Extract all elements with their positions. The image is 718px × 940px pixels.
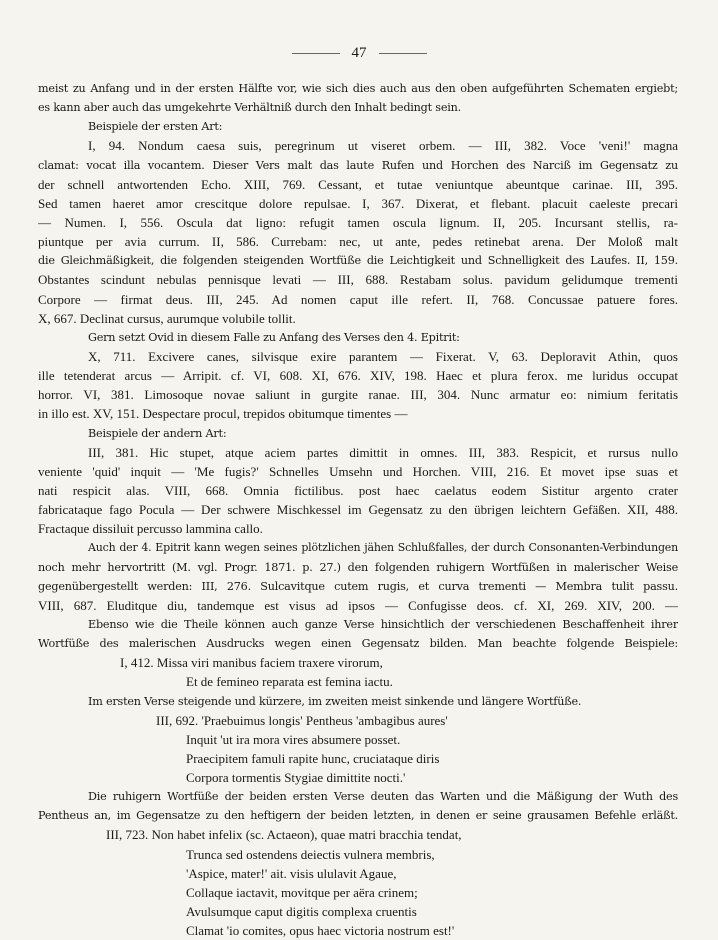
text-line: Im ersten Verse steigende und kürzere, im zweiten meist sinkende und längere Wortfüße. (88, 694, 582, 708)
text-line: X, 667. Declinat cursus, aurumque volubile tollit. (38, 310, 296, 326)
text-line: Clamat 'io comites, opus haec victoria nostrum est!' (186, 923, 455, 939)
text-line: III, 381. Hic stupet, atque aciem partes dimittit in omnes. III, 383. Respicit, et rursus nullo (88, 444, 678, 460)
text-line: Fractaque dissiluit percusso lammina callo. (38, 521, 263, 537)
text-line: Beispiele der ersten Art: (88, 120, 223, 134)
text-line: Corpora tormentis Stygiae dimittite nocti.' (186, 770, 406, 786)
text-line: veniente 'quid' inquit — 'Me fugis?' Schnelles Umsehn und Horchen. VIII, 216. Et movet ipse suas et (38, 463, 678, 479)
header-right-rule (379, 53, 427, 54)
text-line: die Gleichmäßigkeit, die folgenden steigenden Wortfüße die Leichtigkeit und Schnelligkeit des Laufes. II, 159. (38, 254, 678, 268)
text-line: gegenübergestellt werden: III, 276. Sulcavitque cutem rugis, et curva trementi — Membra tulit passu. (38, 579, 678, 593)
text-line: ille tetenderat arcus — Arripit. cf. VI, 608. XI, 676. XIV, 198. Haec et plura ferox. me luridus occupat (38, 368, 678, 384)
text-line: Collaque iactavit, movitque per aëra crinem; (186, 884, 418, 900)
text-line: Wortfüße des malerischen Ausdrucks wegen einen Gegensatz bilden. Man beachte folgende Beispiele: (38, 637, 678, 651)
text-line: Beispiele der andern Art: (88, 426, 227, 440)
text-line: Praecipitem famuli rapite hunc, cruciataque diris (186, 750, 440, 766)
text-line: in illo est. XV, 151. Despectare procul, trepidos obitumque timentes — (38, 406, 408, 422)
text-line: VIII, 687. Eluditque diu, tandemque est visus ad ipsos — Confugisse deos. cf. XI, 269. XIV, 200. — (38, 597, 678, 613)
text-line: Auch der 4. Epitrit kann wegen seines plötzlichen jähen Schlußfalles, der durch Consonanten-Verbindungen (88, 541, 678, 555)
text-line: Ebenso wie die Theile können auch ganze Verse hinsichtlich der verschiedenen Beschaffenheit ihrer (88, 617, 678, 631)
body-text (38, 79, 678, 940)
text-line: meist zu Anfang und in der ersten Hälfte vor, wie sich dies auch aus den oben aufgeführten Schematen ergiebt; (38, 82, 678, 95)
text-line: 'Aspice, mater!' ait. visis ululavit Agaue, (186, 865, 397, 881)
text-line: Inquit 'ut ira mora vires absumere posset. (186, 731, 401, 747)
text-line: I, 94. Nondum caesa suis, peregrinum ut viseret orbem. — III, 382. Voce 'veni!' magna (88, 138, 678, 154)
text-line: Obstantes scindunt nebulas pennisque levati — III, 688. Restabam solus. pavidum gelidumque trementi (38, 272, 678, 288)
text-line: es kann aber auch das umgekehrte Verhältniß durch den Inhalt bedingt sein. (38, 101, 461, 115)
text-line: Pentheus an, im Gegensatze zu den heftigern der beiden letzten, in denen er seine grausamen Befehle erläßt. (38, 809, 678, 823)
text-line: Sed tamen haeret amor crescitque dolore repulsae. I, 367. Dixerat, et flebant. placuit caeleste precari (38, 195, 678, 211)
text-line: horror. VI, 381. Limosoque novae saliunt in gurgite ranae. III, 304. Nunc armatur eo: nimium feritatis (38, 387, 678, 403)
text-line: clamat: vocat illa vocantem. Dieser Vers malt das laute Rufen und Horchen des Narciß im Gegensatz zu (38, 158, 678, 172)
text-line: Corpore — firmat deus. III, 245. Ad nomen caput ille refert. II, 768. Concussae patuere fores. (38, 291, 678, 307)
text-line: der schnell antwortenden Echo. XIII, 769. Cessant, et tutae veniuntque abeuntque carinae. III, 395. (38, 176, 678, 192)
text-line: X, 711. Excivere canes, silvisque exire parantem — Fixerat. V, 63. Deploravit Athin, quos (88, 348, 678, 364)
text-line: Et de femineo reparata est femina iactu. (186, 674, 393, 690)
text-line: Gern setzt Ovid in diesem Falle zu Anfang des Verses den 4. Epitrit: (88, 330, 460, 344)
header-left-rule (292, 53, 340, 54)
text-line: — Numen. I, 556. Oscula dat ligno: refugit tamen oscula lignum. II, 205. Incursant stellis, ra- (38, 214, 678, 230)
text-line: Avulsumque caput digitis complexa cruentis (186, 904, 417, 920)
page-header (0, 42, 718, 64)
text-line: nati respicit alas. VIII, 668. Omnia fictilibus. post haec caelatus eodem Sistitur argento crater (38, 482, 678, 498)
text-line: fabricataque fago Pocula — Der schwere Mischkessel im Gegensatz zu den übrigen leichtern Gefäßen. XII, 488. (38, 502, 678, 518)
text-line: Die ruhigern Wortfüße der beiden ersten Verse deuten das Warten und die Mäßigung der Wuth des (88, 790, 678, 804)
page-number: 47 (351, 45, 367, 61)
text-line: noch mehr hervortritt (M. vgl. Progr. 1871. p. 27.) den folgenden ruhigern Wortfüßen in malerischer Weise (38, 560, 678, 574)
text-line: III, 692. 'Praebuimus longis' Pentheus 'ambagibus aures' (156, 712, 448, 728)
text-line: III, 723. Non habet infelix (sc. Actaeon), quae matri bracchia tendat, (106, 827, 462, 843)
text-line: Trunca sed ostendens deiectis vulnera membris, (186, 846, 435, 862)
text-line: piuntque per avia currum. II, 586. Currebam: nec, ut ante, pedes retinebat arena. Der Moloß malt (38, 234, 678, 250)
text-line: I, 412. Missa viri manibus faciem traxere virorum, (120, 655, 383, 671)
